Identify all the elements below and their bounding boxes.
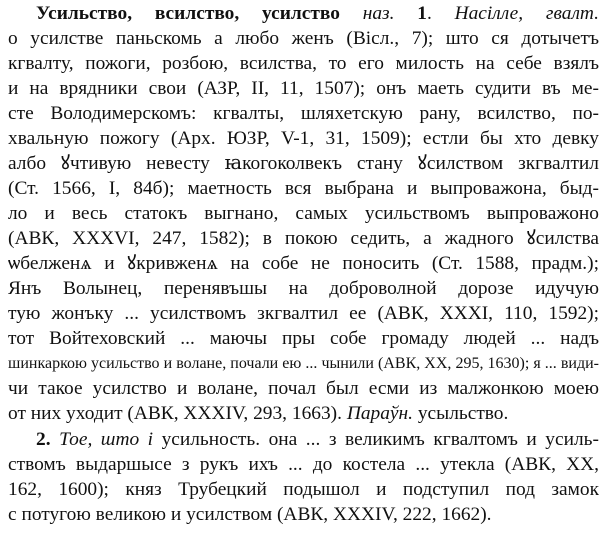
text-line: хвальную пожогу (Арх. ЮЗР, V-1, 31, 1509); естли бы хто девку	[8, 128, 599, 149]
text-line: кгвалту, пожоги, розбою, всилства, то его милость на себе взялъ	[8, 53, 599, 74]
text-line: Янъ Волынец, перенявъшы на доброволной дорозе идучую	[8, 278, 599, 299]
text-line: о усилстве паньскомь а любо женъ (Вісл., 7); што ся дотычетъ	[8, 28, 599, 49]
sense-2-number: 2.	[36, 429, 51, 450]
text-line: (Ст. 1566, I, 84б); маетность вся выбрана и выпровaжона, быд-	[8, 178, 599, 199]
text-line: 162, 1600); княз Трубецкий подышол и подступил под замок	[8, 479, 599, 500]
text-line: тую жонъку ... усилствомъ зкгвалтил ее (АВК, XXXI, 110, 1592);	[8, 303, 599, 324]
comparison-word: усыльство.	[417, 403, 509, 424]
part-of-speech: наз.	[362, 3, 395, 24]
text-line: (АВК, XXXVI, 247, 1582); в покою седить, а жадного ꙋсилства	[8, 228, 599, 249]
text-line: сте Володимерскомъ: кгвалты, шляхетскую рану, всилство, по-	[8, 103, 599, 124]
comparison-label: Параўн.	[346, 403, 413, 424]
text-line: чи такое усилство и волане, почал был есми из малжонкою моею	[8, 378, 599, 399]
text-line: от них уходит (АВК, XXXIV, 293, 1663).	[8, 403, 342, 424]
sense-1-definition: Насілле, гвалт.	[454, 3, 599, 24]
entry-headline: Усильство, всилство, усилство наз. 1. Насілле, гвалт.	[36, 3, 599, 24]
text-line: шинкаркою усильство и волане, почали ею ... чынили (АВК, XX, 295, 1630); я ... види-	[8, 355, 599, 372]
text-line: ло и весь статокъ выгнано, самых усильствомъ выпроважоно	[8, 203, 599, 224]
text-line: албо ꙋчтивую невесту ꙗкогоколвекъ стану ꙋсилством зкгвалтил	[8, 153, 599, 174]
sense-2-headline	[36, 428, 599, 451]
text-line: и на врядники свои (АЗР, II, 11, 1507); онъ маеть судити въ ме-	[8, 78, 599, 99]
text-line: ѡбелженѧ и ꙋкривженѧ на собе не поносить (Ст. 1588, прадм.);	[8, 253, 599, 274]
text-line: с потугою великою и усилством (АВК, XXXIV, 222, 1662).	[8, 504, 492, 525]
sense-1-number: 1	[417, 3, 427, 24]
text-line: усильность. она ... з великимъ кгвалтомъ и усиль-	[161, 429, 599, 450]
text-line: тот Войтеховский ... маючы пры собе громаду людей ... надъ	[8, 328, 599, 349]
text-line: ствомъ выдаршысе з рукъ ихъ ... до костела ... утекла (АВК, XX,	[8, 454, 599, 475]
sense-1-final-line	[8, 402, 599, 425]
headword: Усильство, всилство, усилство	[36, 3, 340, 24]
sense-2-definition: Тое, што і	[59, 429, 154, 450]
